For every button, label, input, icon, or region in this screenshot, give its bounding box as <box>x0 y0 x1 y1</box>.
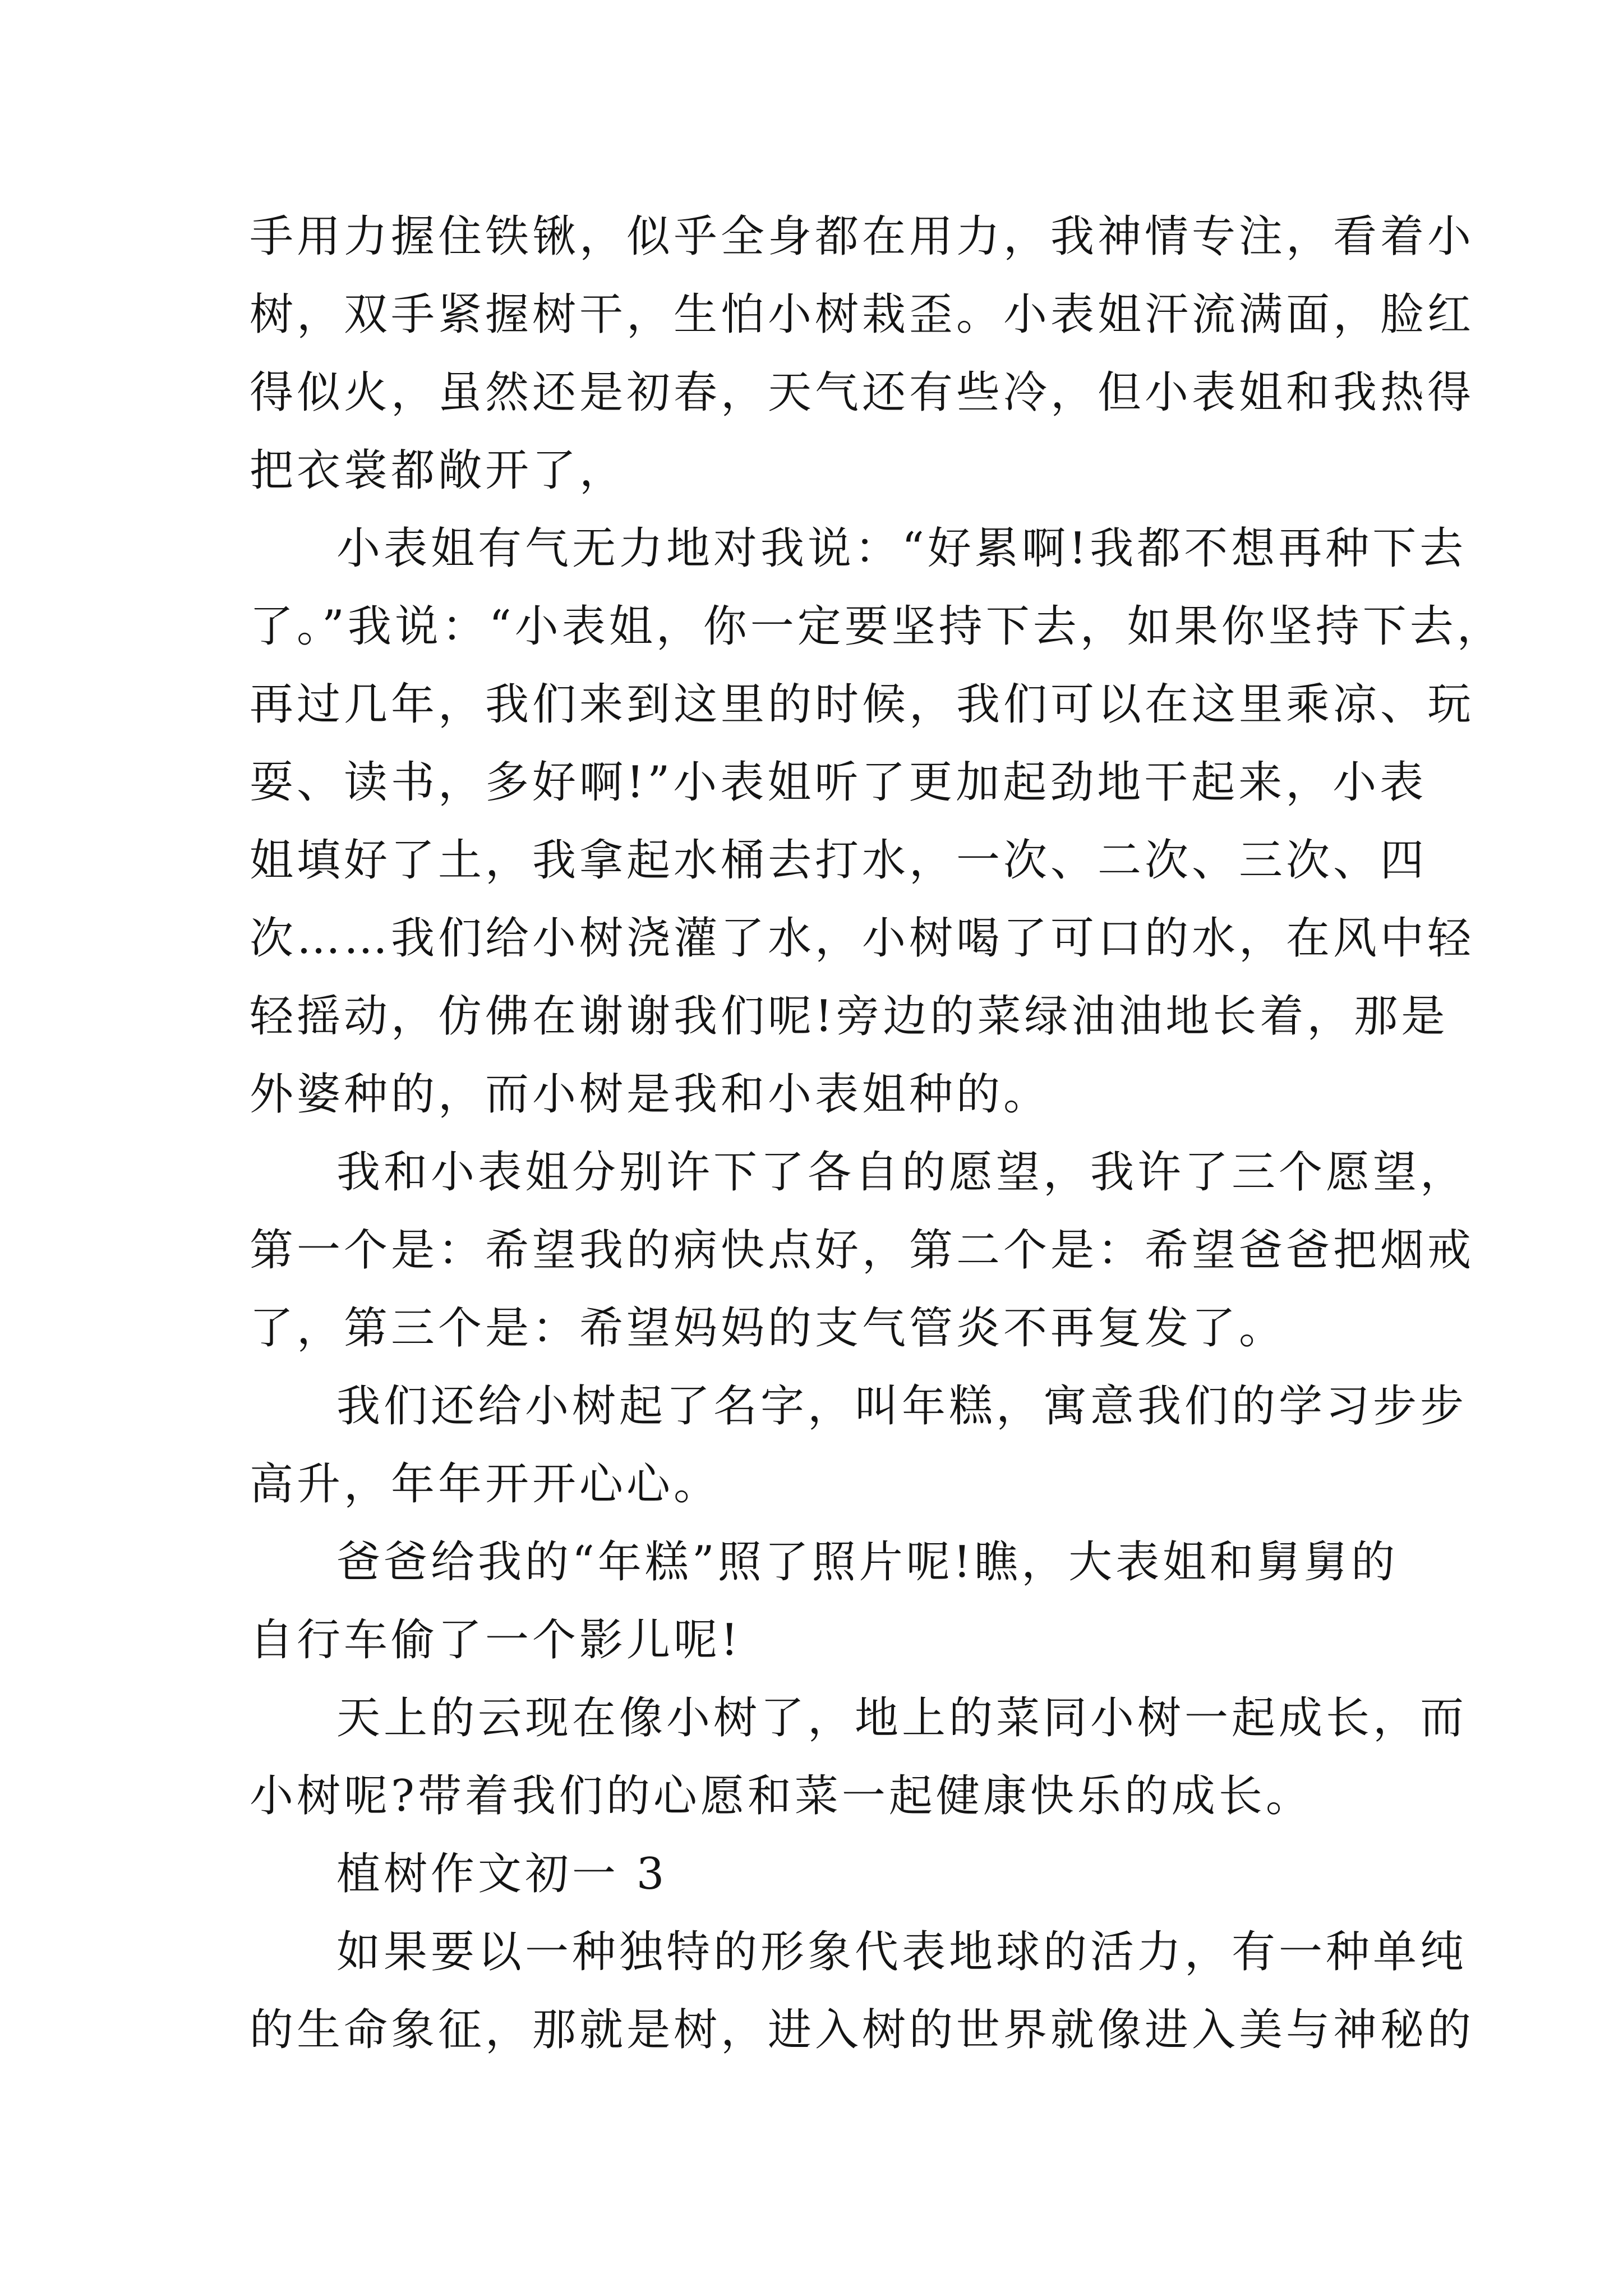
text-line: 次……我们给小树浇灌了水，小树喝了可口的水，在风中轻 <box>250 913 1475 964</box>
text-line: 姐填好了土，我拿起水桶去打水，一次、二次、三次、四 <box>250 835 1428 886</box>
text-line: 高升，年年开开心心。 <box>250 1459 721 1510</box>
paragraph-first-line: 天上的云现在像小树了，地上的菜同小树一起成长，而 <box>336 1693 1468 1743</box>
section-heading: 植树作文初一 3 <box>336 1849 668 1899</box>
paragraph-first-line: 我们还给小树起了名字，叫年糕，寓意我们的学习步步 <box>336 1381 1468 1432</box>
text-line: 树，双手紧握树干，生怕小树栽歪。小表姐汗流满面，脸红 <box>250 289 1475 340</box>
text-line: 手用力握住铁锹，似乎全身都在用力，我神情专注，看着小 <box>250 211 1475 262</box>
text-line: 耍、读书，多好啊!”小表姐听了更加起劲地干起来，小表 <box>250 757 1427 808</box>
text-line: 的生命象征，那就是树，进入树的世界就像进入美与神秘的 <box>250 2005 1475 2055</box>
text-line: 了，第三个是：希望妈妈的支气管炎不再复发了。 <box>250 1303 1287 1354</box>
text-line: 自行车偷了一个影儿呢! <box>250 1615 742 1665</box>
text-line: 得似火，虽然还是初春，天气还有些冷，但小表姐和我热得 <box>250 367 1475 418</box>
text-line: 外婆种的，而小树是我和小表姐种的。 <box>250 1069 1051 1120</box>
paragraph-first-line: 我和小表姐分别许下了各自的愿望，我许了三个愿望， <box>336 1147 1468 1198</box>
text-line: 轻摇动，仿佛在谢谢我们呢!旁边的菜绿油油地长着，那是 <box>250 991 1449 1042</box>
text-line: 把衣裳都敞开了， <box>250 445 627 496</box>
text-line: 小树呢?带着我们的心愿和菜一起健康快乐的成长。 <box>250 1771 1313 1821</box>
paragraph-first-line: 小表姐有气无力地对我说：“好累啊!我都不想再种下去 <box>336 523 1467 574</box>
paragraph-first-line: 爸爸给我的“年糕”照了照片呢!瞧，大表姐和舅舅的 <box>336 1537 1399 1588</box>
text-line: 第一个是：希望我的病快点好，第二个是：希望爸爸把烟戒 <box>250 1225 1475 1276</box>
text-line: 了。”我说：“小表姐，你一定要坚持下去，如果你坚持下去， <box>250 601 1504 652</box>
text-line: 再过几年，我们来到这里的时候，我们可以在这里乘凉、玩 <box>250 679 1475 730</box>
paragraph-first-line: 如果要以一种独特的形象代表地球的活力，有一种单纯 <box>336 1927 1468 1977</box>
